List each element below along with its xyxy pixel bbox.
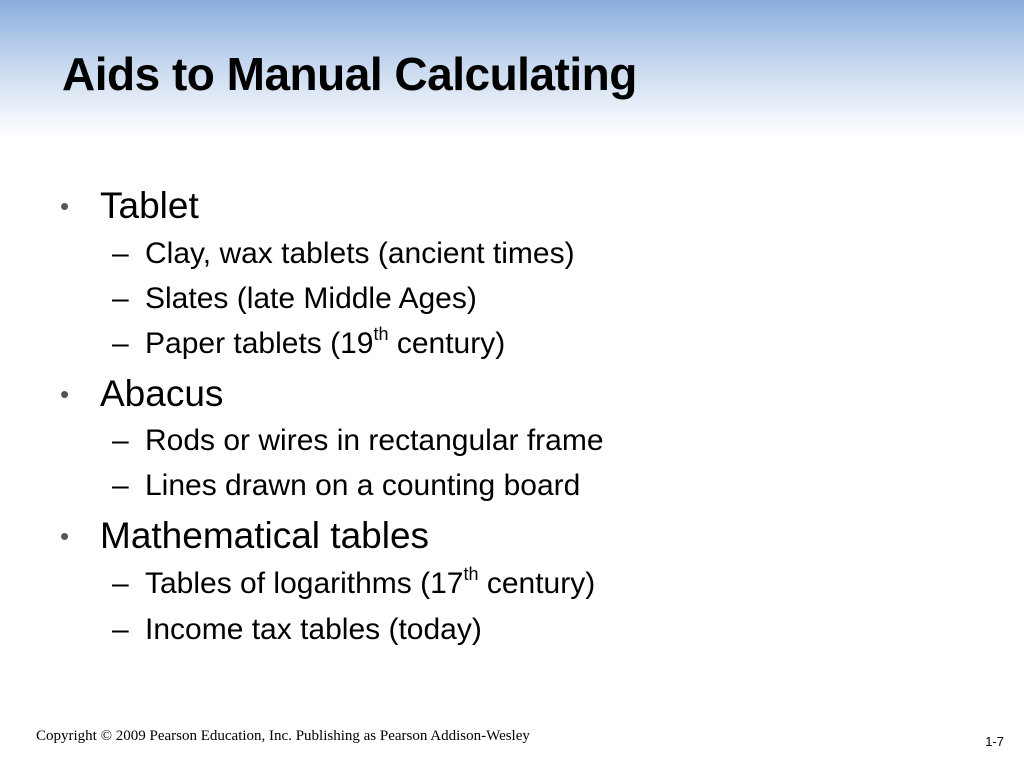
slide-title: Aids to Manual Calculating: [62, 48, 637, 100]
bullet-text: Abacus: [100, 373, 224, 414]
bullet-text: Mathematical tables: [100, 515, 430, 556]
sub-item-text-before: Paper tablets (19: [145, 327, 374, 360]
ordinal-superscript: th: [463, 564, 479, 584]
page-number: 1-7: [985, 734, 1004, 749]
ordinal-superscript: th: [373, 324, 389, 344]
sub-item-text-before: Tables of logarithms (17: [145, 567, 464, 600]
bullet-text: Tablet: [100, 185, 199, 226]
dash-marker: –: [112, 424, 129, 457]
copyright-notice: Copyright © 2009 Pearson Education, Inc. Publishing as Pearson Addison-Wesley: [36, 728, 530, 744]
sub-item-text: Slates (late Middle Ages): [145, 282, 477, 315]
bullet-marker: •: [60, 191, 70, 221]
sub-item-text: Clay, wax tablets (ancient times): [145, 237, 575, 270]
dash-marker: –: [112, 469, 129, 502]
sub-item-text-after: century): [388, 327, 506, 360]
dash-marker: –: [112, 567, 129, 600]
dash-marker: –: [112, 282, 129, 315]
sub-item-text-after: century): [478, 567, 596, 600]
sub-item-text: [145, 326, 505, 362]
bullet-marker: •: [60, 379, 70, 409]
sub-item-text: Income tax tables (today): [145, 613, 482, 646]
sub-item-text: [145, 566, 595, 602]
dash-marker: –: [112, 237, 129, 270]
sub-item-text: Rods or wires in rectangular frame: [145, 424, 604, 457]
dash-marker: –: [112, 613, 129, 646]
sub-item-text: Lines drawn on a counting board: [145, 469, 581, 502]
dash-marker: –: [112, 327, 129, 360]
bullet-marker: •: [60, 521, 70, 551]
